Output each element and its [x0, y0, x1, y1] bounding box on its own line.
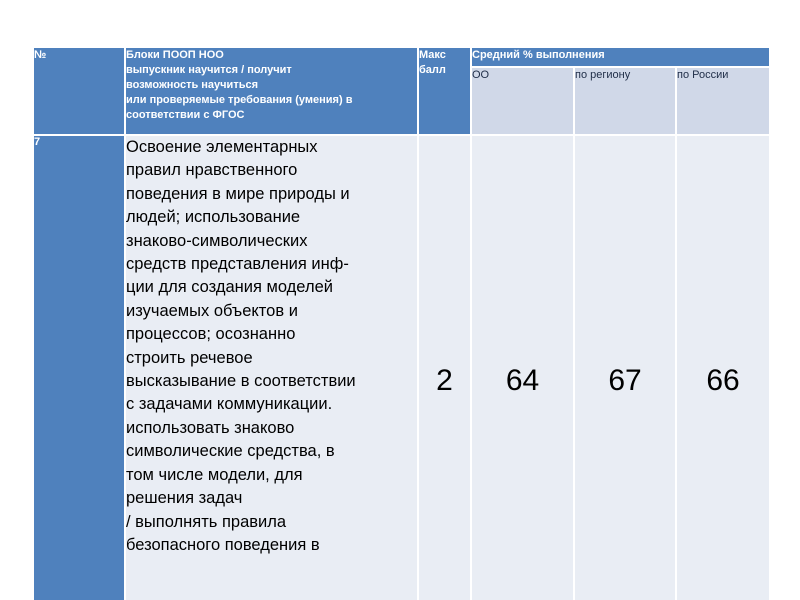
- description-line: решения задач: [126, 489, 243, 508]
- description-line: средств представления инф-: [126, 255, 349, 274]
- description-line: правил нравственного: [126, 161, 298, 180]
- description-line: знаково-символических: [126, 231, 308, 250]
- header-blocks-line: возможность научиться: [126, 79, 259, 91]
- header-max-line: Макс: [419, 49, 446, 61]
- description-line: Освоение элементарных: [126, 138, 318, 156]
- subheader-russia-label: по России: [677, 69, 729, 81]
- row-description: [125, 135, 418, 600]
- row-oo-percent: [471, 135, 574, 600]
- row-region-percent: [574, 135, 676, 600]
- description-line: изучаемых объектов и: [126, 301, 298, 320]
- row-number-label: 7: [34, 136, 41, 148]
- description-line: ции для создания моделей: [126, 278, 333, 297]
- table-row: [33, 135, 770, 600]
- header-number-label: №: [34, 49, 47, 61]
- header-blocks-line: или проверяемые требования (умения) в: [126, 94, 353, 106]
- header-max-line: балл: [419, 64, 446, 76]
- header-average-percent: [471, 47, 770, 67]
- description-line: процессов; осознанно: [126, 325, 296, 344]
- subheader-region-label: по региону: [575, 69, 631, 81]
- header-max-score: [418, 47, 471, 135]
- russia-percent-value: 66: [706, 364, 740, 397]
- description-line: символические средства, в: [126, 442, 335, 461]
- subheader-oo-label: ОО: [472, 69, 490, 81]
- region-percent-value: 67: [608, 364, 642, 397]
- max-score-value: 2: [436, 364, 453, 397]
- subheader-region: [574, 67, 676, 135]
- description-line: высказывание в соответствии: [126, 372, 356, 391]
- description-line: с задачами коммуникации.: [126, 395, 333, 414]
- description-line: том числе модели, для: [126, 465, 303, 484]
- header-average-label: Средний % выполнения: [472, 49, 605, 61]
- header-blocks-line: Блоки ПООП НОО: [126, 49, 224, 61]
- results-table: [32, 46, 771, 600]
- subheader-oo: [471, 67, 574, 135]
- description-line: поведения в мире природы и: [126, 184, 350, 203]
- header-blocks-line: соответствии с ФГОС: [126, 109, 245, 121]
- description-line: людей; использование: [126, 208, 301, 227]
- header-blocks: [125, 47, 418, 135]
- description-line: / выполнять правила: [126, 512, 287, 531]
- row-number: [33, 135, 125, 600]
- oo-percent-value: 64: [505, 364, 540, 397]
- row-max-score: [418, 135, 471, 600]
- description-line: строить речевое: [126, 348, 253, 367]
- header-number: [33, 47, 125, 135]
- description-line: безопасного поведения в: [126, 535, 320, 554]
- header-blocks-line: выпускник научится / получит: [126, 64, 292, 76]
- row-russia-percent: [676, 135, 770, 600]
- description-line: использовать знаково: [126, 418, 295, 437]
- subheader-russia: [676, 67, 770, 135]
